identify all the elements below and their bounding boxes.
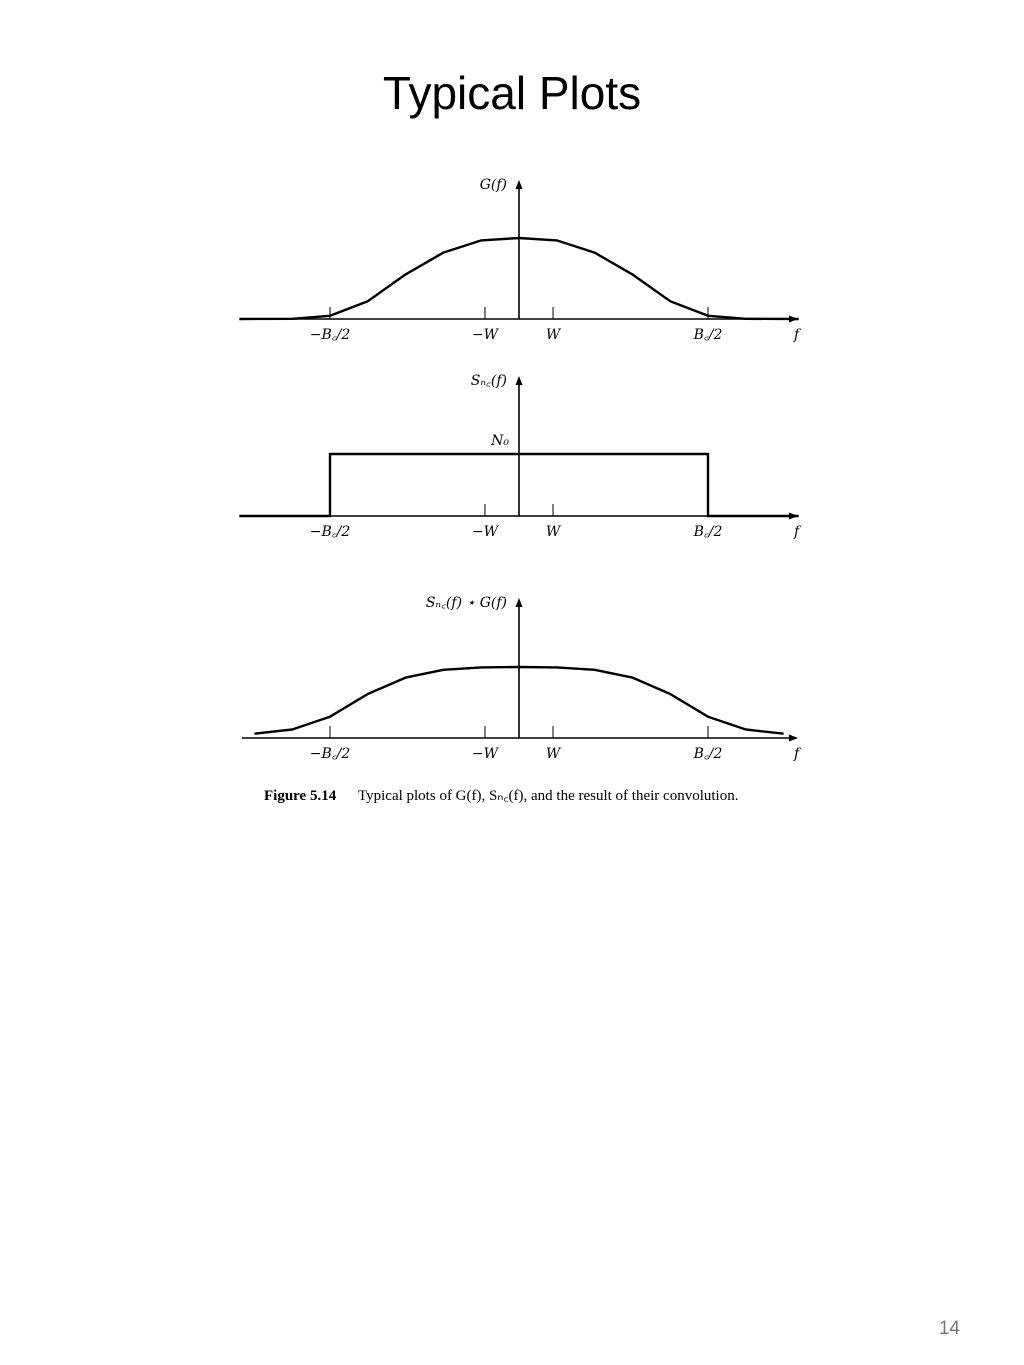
y-axis-arrow (516, 180, 523, 189)
x-axis-arrow (789, 735, 798, 742)
x-axis-label: f (794, 746, 800, 762)
page-number: 14 (938, 1318, 960, 1339)
y-axis-label: G(f) (479, 177, 507, 193)
level-label: N₀ (491, 433, 509, 449)
x-tick-label: −B꜀/2 (309, 746, 351, 762)
x-tick-label: B꜀/2 (693, 327, 723, 343)
x-tick-label: B꜀/2 (693, 524, 723, 540)
x-tick-label: W (545, 524, 561, 540)
slide-title: Typical Plots (382, 67, 642, 119)
panel-snc (239, 373, 802, 540)
x-tick-label: B꜀/2 (693, 746, 723, 762)
x-tick-label: −W (471, 524, 499, 540)
panel-convolution (242, 595, 802, 762)
x-tick-label: −W (471, 746, 499, 762)
caption-label: Figure 5.14 (264, 788, 337, 804)
y-axis-arrow (516, 376, 523, 385)
panel-g (239, 177, 802, 343)
x-tick-label: W (545, 746, 561, 762)
x-tick-label: −B꜀/2 (309, 327, 351, 343)
x-axis-label: f (794, 524, 800, 540)
x-tick-label: −W (471, 327, 499, 343)
x-tick-label: W (545, 327, 561, 343)
x-tick-label: −B꜀/2 (309, 524, 351, 540)
y-axis-label: Sₙ꜀(f) (470, 373, 507, 389)
caption-text: Typical plots of G(f), Sₙ꜀(f), and the result of their convolution. (358, 788, 739, 804)
y-axis-arrow (516, 598, 523, 607)
y-axis-label: Sₙ꜀(f) ⋆ G(f) (425, 595, 507, 611)
x-axis-label: f (794, 327, 800, 343)
